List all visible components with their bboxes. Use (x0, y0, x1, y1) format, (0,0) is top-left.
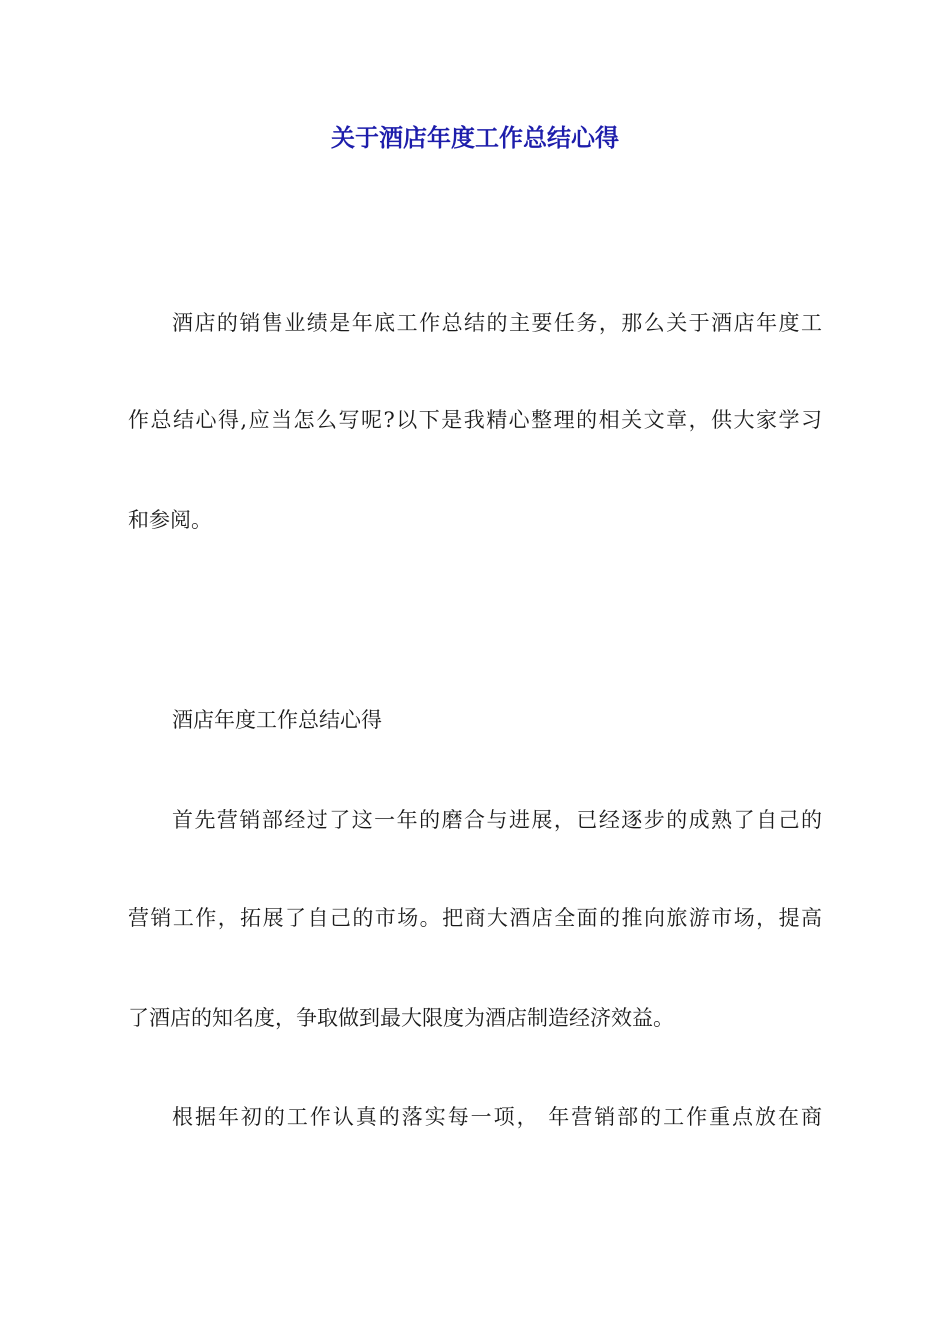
paragraph-1-line-1: 首先营销部经过了这一年的磨合与进展，已经逐步的成熟了自己的 (172, 808, 822, 832)
paragraph-1-line-3: 了酒店的知名度，争取做到最大限度为酒店制造经济效益。 (128, 1006, 674, 1030)
intro-line-1: 酒店的销售业绩是年底工作总结的主要任务，那么关于酒店年度工 (172, 311, 822, 335)
document-title: 关于酒店年度工作总结心得 (331, 124, 619, 152)
paragraph-2-line-1: 根据年初的工作认真的落实每一项， 年营销部的工作重点放在商 (172, 1105, 822, 1129)
intro-line-3: 和参阅。 (128, 508, 212, 532)
section-heading: 酒店年度工作总结心得 (172, 708, 382, 732)
paragraph-1-line-2: 营销工作，拓展了自己的市场。把商大酒店全面的推向旅游市场，提高 (128, 906, 822, 930)
intro-line-2: 作总结心得,应当怎么写呢?以下是我精心整理的相关文章，供大家学习 (128, 408, 822, 432)
